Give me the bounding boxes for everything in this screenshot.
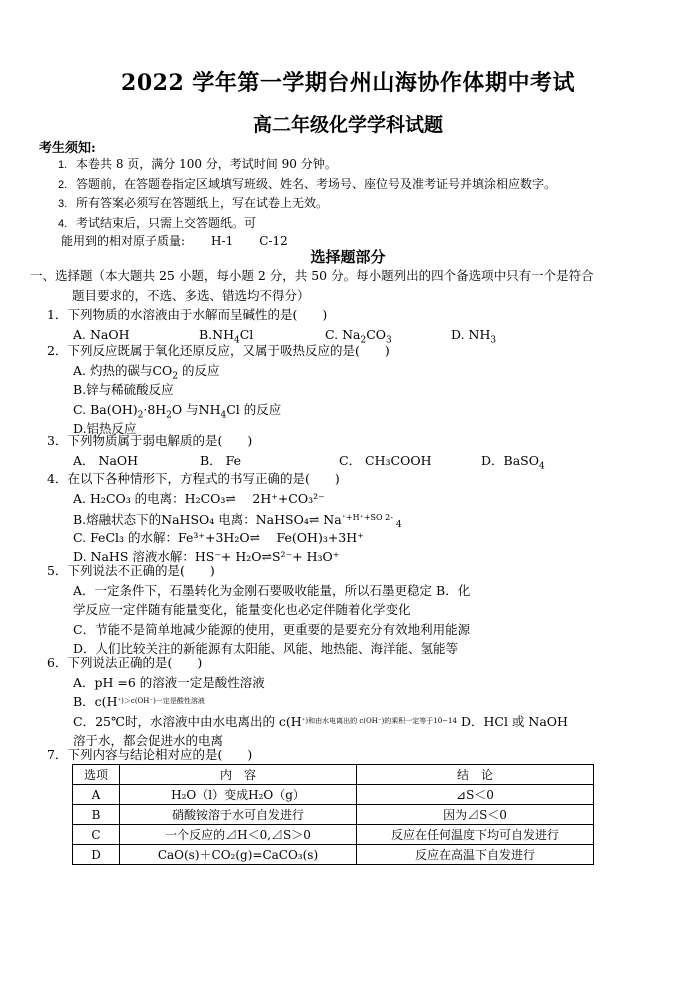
option-b: B.锌与稀硫酸反应 <box>73 382 174 397</box>
table-cell-content: H₂O（l）变成H₂O（g） <box>120 785 357 805</box>
table-cell-option: A <box>73 785 120 805</box>
option-a: A．一定条件下，石墨转化为金刚石要吸收能量，所以石墨更稳定 B．化 <box>73 582 471 598</box>
question-2 <box>47 341 390 439</box>
question-7 <box>47 745 252 765</box>
option-d: 溶于水，都会促进水的电离 <box>73 733 224 748</box>
table-row <box>73 785 594 805</box>
notice-item <box>58 155 556 175</box>
question-1 <box>47 305 507 344</box>
table-cell-content: CaO(s)＋CO₂(g)=CaCO₃(s) <box>120 845 357 865</box>
question-stem: 6．下列说法正确的是( ) <box>47 655 203 670</box>
notice-text: 所有答案必须写在答题纸上，写在试卷上无效。 <box>76 196 329 210</box>
option-a: A. 灼热的碳与$CO_2$ 的反应 <box>73 362 220 381</box>
notice-item <box>58 194 556 214</box>
table-row <box>73 825 594 845</box>
table-cell-option: B <box>73 805 120 825</box>
conclusion-table <box>72 764 594 865</box>
exam-subtitle: 高二年级化学学科试题 <box>252 114 443 136</box>
table-row <box>73 805 594 825</box>
option-d: D.铝热反应 <box>73 421 137 436</box>
exam-title: 2022 学年第一学期台州山海协作体期中考试 <box>121 70 575 96</box>
notice-text: 考试结束后，只需上交答题纸。可 <box>76 215 257 230</box>
part1-line: 一、选择题（本大题共 25 小题，每小题 2 分，共 50 分。每小题列出的四个备选项中只有一个是符合 <box>30 268 594 283</box>
option-d: D. $NH_3$ <box>451 326 497 345</box>
table-cell-result: 反应在任何温度下均可自发进行 <box>357 825 594 845</box>
table-header-row <box>73 765 594 785</box>
notice-number: 3. <box>58 198 68 210</box>
option-c: C. $Na_2CO_3$ <box>325 326 392 345</box>
table-cell-option: C <box>73 825 120 845</box>
notice-item <box>58 214 556 234</box>
option-d: D．人们比较关注的新能源有太阳能、风能、地热能、海洋能、氢能等 <box>73 641 459 656</box>
option-a: A．pH =6 的溶液一定是酸性溶液 <box>73 674 265 690</box>
option-c: C. FeCl₃ 的水解：Fe³⁺+3H₂O⇌ Fe(OH)₃+3H⁺ <box>73 529 364 545</box>
question-stem: 4．在以下各种情形下，方程式的书写正确的是( ) <box>47 471 340 486</box>
option-b: B． Fe <box>200 452 242 468</box>
table-row <box>73 845 594 865</box>
option-c: C．25℃时，水溶液中由水电离出的 $c(H^{^+)和由水电离出的 c(OH^-)的乘积一定等于10-14}$ D．HCl 或 NaOH <box>73 713 568 729</box>
option-d: D．BaSO$_4$ <box>481 452 545 471</box>
section-title: 选择题部分 <box>310 248 386 266</box>
option-a: A. H₂CO₃ 的电离：H₂CO₃⇌ 2H⁺+CO₃²⁻ <box>73 490 325 506</box>
atomic-mass-c: C-12 <box>259 234 288 248</box>
question-stem: 7．下列内容与结论相对应的是( ) <box>47 747 253 762</box>
question-5 <box>47 561 470 659</box>
table-cell-result: ⊿S＜0 <box>357 785 594 805</box>
question-4 <box>47 469 402 567</box>
table-header: 内 容 <box>120 765 357 785</box>
question-6 <box>47 653 568 751</box>
option-a: A． NaOH <box>73 452 139 468</box>
question-options <box>47 451 567 471</box>
table-header: 选项 <box>73 765 120 785</box>
option-b: B．$c(H^{^+)>c(OH^-)一定是酸性溶液}$ <box>73 694 205 709</box>
notice-number: 4. <box>58 217 68 230</box>
notice-item <box>58 175 556 195</box>
table-header: 结 论 <box>357 765 594 785</box>
notice-text: 答题前，在答题卷指定区域填写班级、姓名、考场号、座位号及准考证号并填涂相应数字。 <box>76 176 557 191</box>
option-c: C． CH₃COOH <box>339 452 432 468</box>
atomic-mass-h: H-1 <box>211 234 234 248</box>
notice-list <box>58 155 556 233</box>
table-cell-content: 一个反应的⊿H＜0,⊿S＞0 <box>120 825 357 845</box>
notice-number: 1. <box>58 159 68 171</box>
table-cell-result: 因为⊿S＜0 <box>357 805 594 825</box>
option-a: A. NaOH <box>73 326 130 342</box>
question-stem: 5．下列说法不正确的是( ) <box>47 563 215 578</box>
option-b: 学反应一定伴随有能量变化，能量变化也必定伴随着化学变化 <box>73 602 411 617</box>
table-cell-content: 硝酸铵溶于水可自发进行 <box>120 805 357 825</box>
question-stem: 3．下列物质属于弱电解质的是( ) <box>47 433 253 448</box>
notice-number: 2. <box>58 178 68 191</box>
question-stem: 1．下列物质的水溶液由于水解而呈碱性的是( ) <box>47 307 328 322</box>
option-c: C. $Ba(OH)_2\cdot 8H_2O$ 与$NH_4Cl$ 的反应 <box>73 401 282 420</box>
notice-heading: 考生须知: <box>39 141 96 156</box>
option-c: C．节能不是简单地减少能源的使用，更重要的是要充分有效地利用能源 <box>73 621 471 637</box>
option-d: D. NaHS 溶液水解：HS⁻+ H₂O⇌S²⁻+ H₃O⁺ <box>73 549 340 564</box>
table-cell-option: D <box>73 845 120 865</box>
option-b: B.熔融状态下的NaHSO₄ 电离：NaHSO₄⇌ $Na^{^++H^++SO 2-}_4$ <box>73 512 402 530</box>
question-3 <box>47 431 567 470</box>
part1-line: 题目要求的，不选、多选、错选均不得分） <box>72 287 310 303</box>
atomic-mass-label: 能用到的相对原子质量: <box>61 234 186 248</box>
part1-instructions <box>30 266 594 305</box>
table-cell-result: 反应在高温下自发进行 <box>357 845 594 865</box>
question-stem: 2．下列反应既属于氧化还原反应，又属于吸热反应的是( ) <box>47 343 390 358</box>
option-b: $B.NH_4Cl$ <box>199 326 254 345</box>
notice-text: 本卷共 8 页，满分 100 分，考试时间 90 分钟。 <box>76 157 337 171</box>
